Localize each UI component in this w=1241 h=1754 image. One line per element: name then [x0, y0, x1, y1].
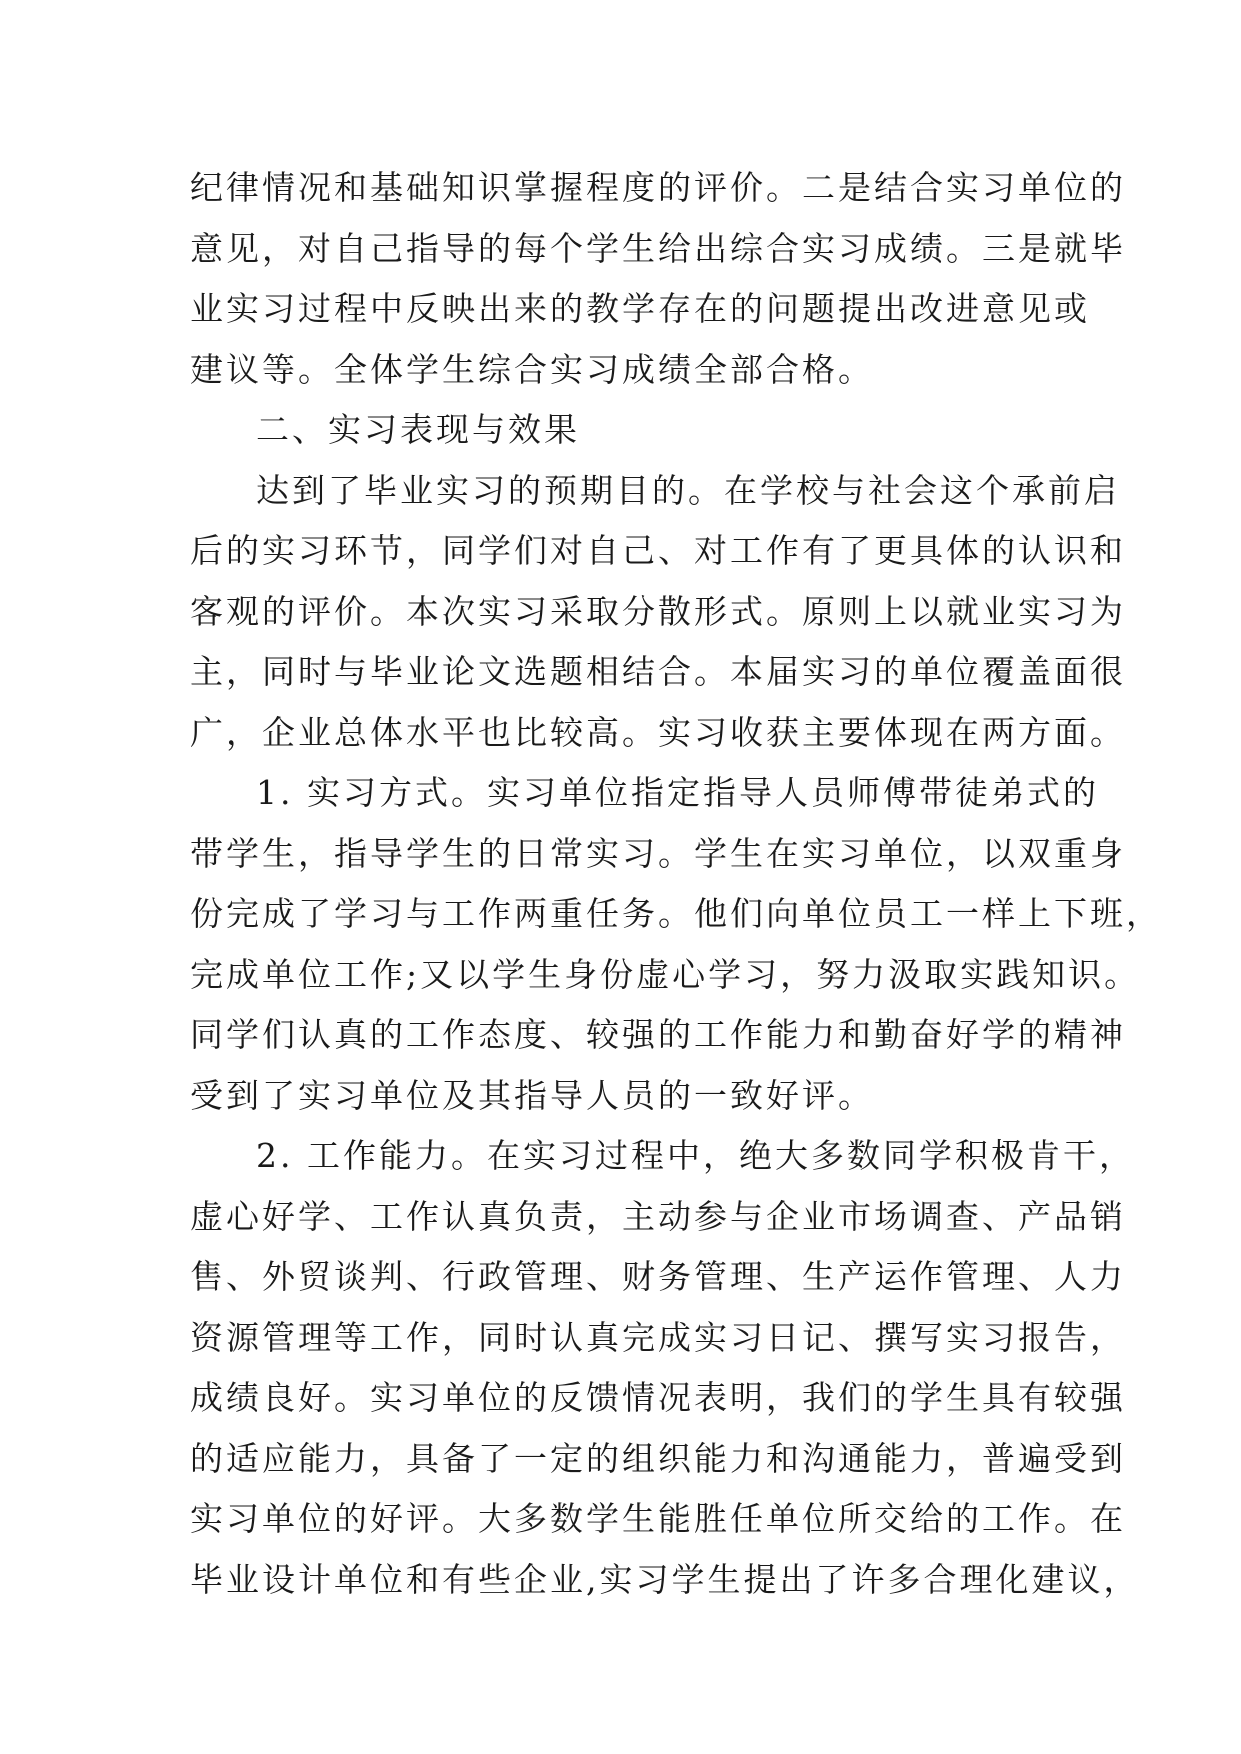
text-line: 毕业设计单位和有些企业,实习学生提出了许多合理化建议， [190, 1559, 1140, 1599]
text-line: 建议等。全体学生综合实习成绩全部合格。 [190, 349, 874, 389]
text-line: 的适应能力，具备了一定的组织能力和沟通能力，普遍受到 [190, 1438, 1126, 1478]
text-line: 成绩良好。实习单位的反馈情况表明，我们的学生具有较强 [190, 1378, 1126, 1417]
text-line: 广，企业总体水平也比较高。实习收获主要体现在两方面。 [190, 712, 1126, 752]
text-line: 主，同时与毕业论文选题相结合。本届实习的单位覆盖面很 [190, 652, 1126, 691]
text-line: 1. 实习方式。实习单位指定指导人员师傅带徒弟式的 [256, 773, 1099, 812]
text-line: 意见，对自己指导的每个学生给出综合实习成绩。三是就毕 [190, 228, 1126, 268]
text-line: 售、外贸谈判、行政管理、财务管理、生产运作管理、人力 [190, 1257, 1126, 1296]
text-line: 完成单位工作;又以学生身份虚心学习，努力汲取实践知识。 [190, 954, 1141, 994]
text-line: 带学生，指导学生的日常实习。学生在实习单位，以双重身 [190, 833, 1126, 873]
text-line: 纪律情况和基础知识掌握程度的评价。二是结合实习单位的 [190, 168, 1126, 207]
text-line: 客观的评价。本次实习采取分散形式。原则上以就业实习为 [190, 591, 1126, 631]
text-line: 达到了毕业实习的预期目的。在学校与社会这个承前启 [256, 470, 1120, 510]
text-line: 2. 工作能力。在实习过程中，绝大多数同学积极肯干， [256, 1136, 1135, 1175]
text-line: 业实习过程中反映出来的教学存在的问题提出改进意见或 [190, 289, 1090, 328]
text-line: 受到了实习单位及其指导人员的一致好评。 [190, 1075, 874, 1115]
text-line: 二、实习表现与效果 [256, 410, 580, 449]
text-line: 资源管理等工作，同时认真完成实习日记、撰写实习报告， [190, 1317, 1126, 1357]
text-line: 虚心好学、工作认真负责，主动参与企业市场调查、产品销 [190, 1196, 1126, 1236]
text-line: 同学们认真的工作态度、较强的工作能力和勤奋好学的精神 [190, 1015, 1126, 1054]
text-line: 份完成了学习与工作两重任务。他们向单位员工一样上下班， [190, 894, 1162, 933]
text-line: 后的实习环节，同学们对自己、对工作有了更具体的认识和 [190, 531, 1126, 570]
document-body [190, 158, 1162, 1610]
text-line: 实习单位的好评。大多数学生能胜任单位所交给的工作。在 [190, 1499, 1126, 1538]
